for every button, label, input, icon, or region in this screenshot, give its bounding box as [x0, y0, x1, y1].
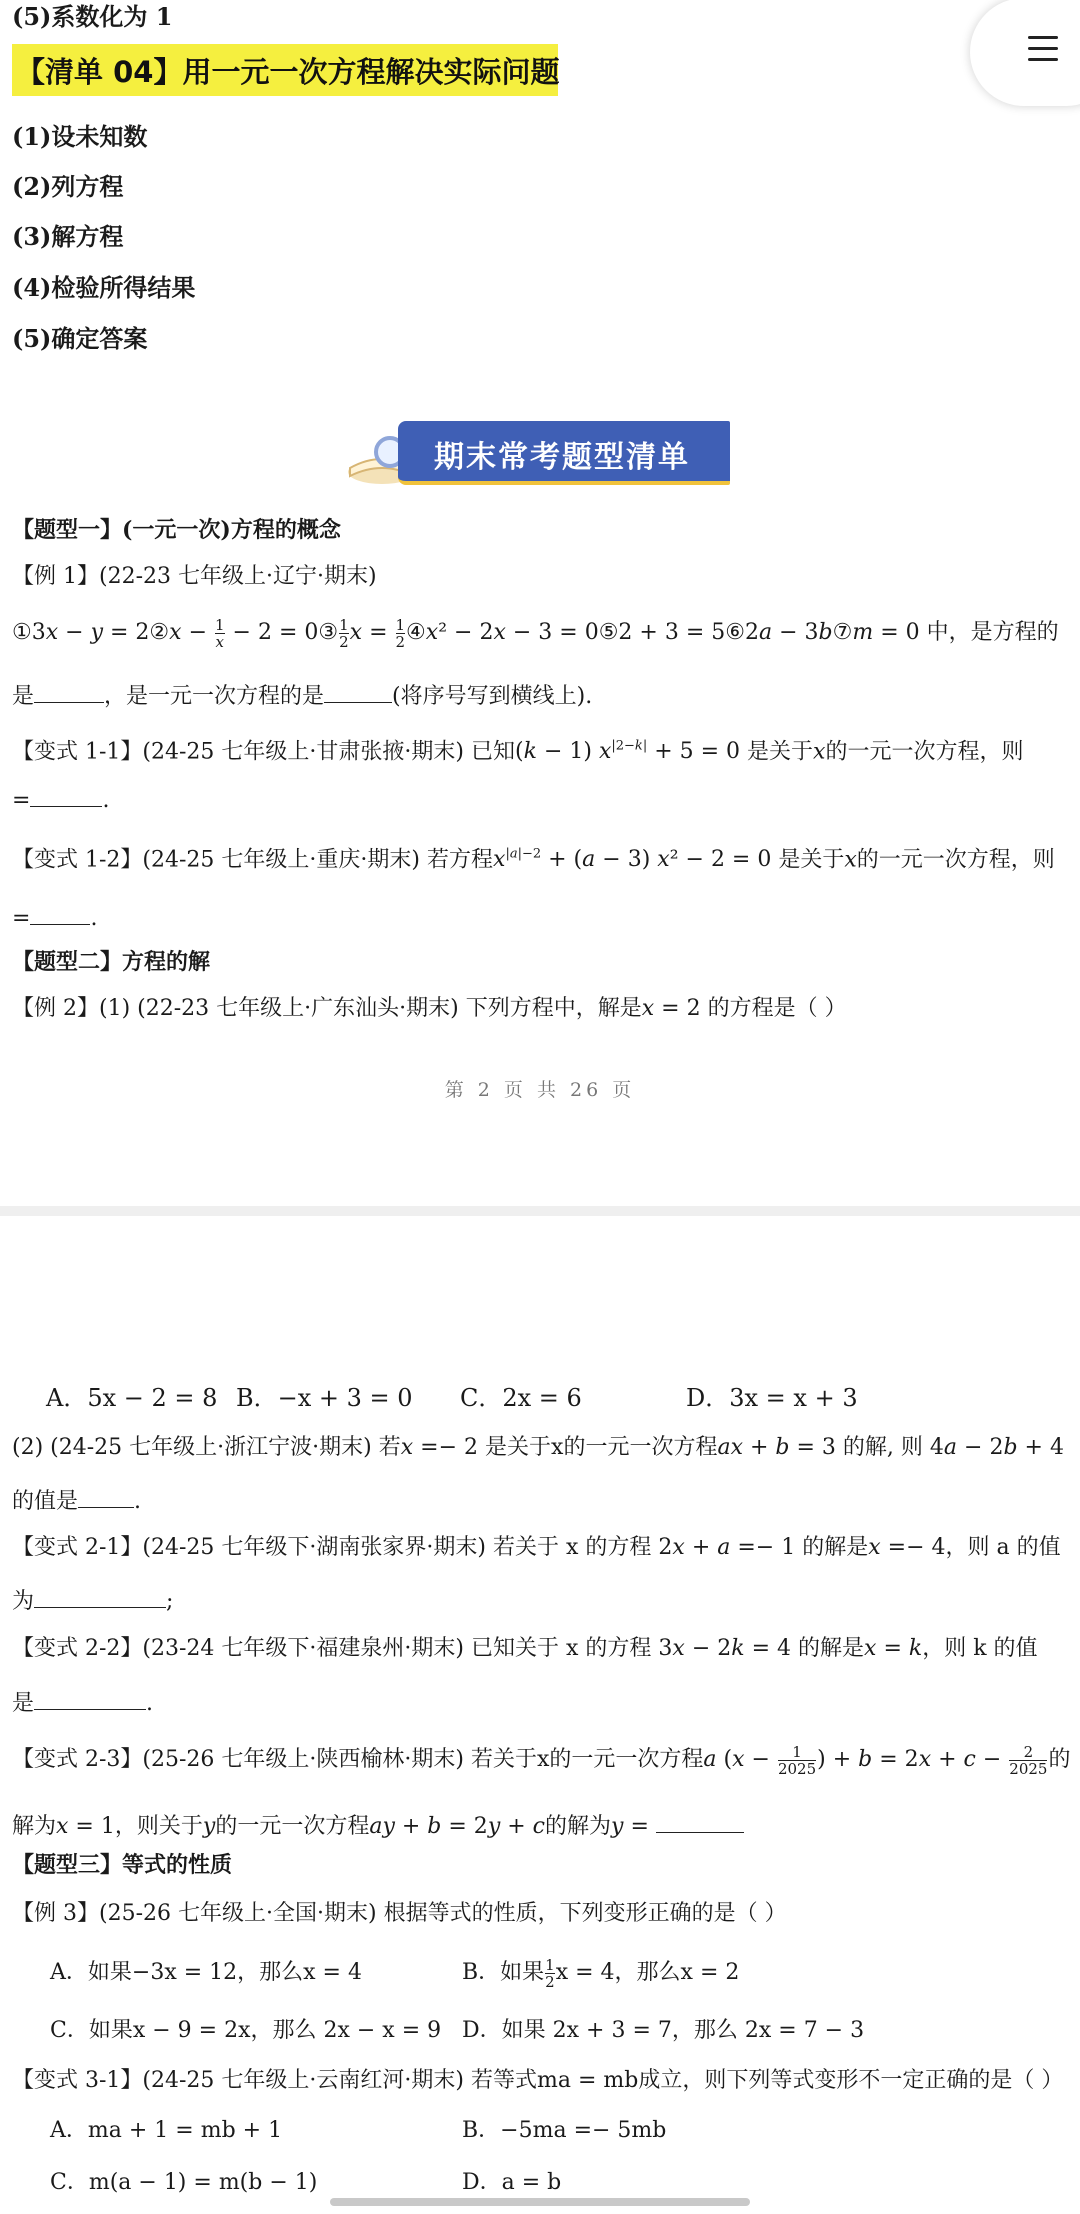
- variant-2-2-tail: ，则 k 的值: [922, 1636, 1038, 1661]
- variant-2-2-text: 已知关于 x 的方程: [471, 1636, 652, 1661]
- variant-2-1-line1: 【变式 2-1】(24-25 七年级下·湖南张家界·期末) 若关于 x 的方程 2x + a =− 1 的解是x =− 4，则 a 的值: [12, 1535, 1061, 1560]
- example-3-label: 【例 3】: [12, 1901, 99, 1926]
- variant-3-1-option-b[interactable]: B．−5ma =− 5mb: [462, 2118, 667, 2143]
- answer-blank[interactable]: [78, 1481, 134, 1508]
- part-2-line1: (2) (24-25 七年级上·浙江宁波·期末) 若x =− 2 是关于x的一元一次方程ax + b = 3 的解, 则 4a − 2b + 4: [12, 1435, 1064, 1460]
- variant-3-1-text: 若等式ma = mb成立，则下列等式变形不一定正确的是（ ）: [471, 2068, 1064, 2093]
- menu-button[interactable]: [970, 0, 1080, 106]
- coefficient-step: (5)系数化为 1: [12, 2, 173, 31]
- variant-1-1-line1: 【变式 1-1】(24-25 七年级上·甘肃张掖·期末) 已知(k − 1) $x^{|2-k|} + 5 = 0$ 是关于x的一元一次方程，则: [12, 739, 1024, 765]
- home-indicator[interactable]: [330, 2198, 750, 2206]
- variant-2-1-source: (24-25 七年级下·湖南张家界·期末): [142, 1535, 486, 1560]
- variant-2-2-line2: 是 .: [12, 1683, 153, 1721]
- banner-title: 期末常考题型清单: [434, 440, 690, 475]
- answer-blank[interactable]: [656, 1806, 744, 1833]
- answer-blank[interactable]: [34, 1683, 146, 1710]
- example-3-line1: [12, 1897, 787, 1931]
- example-1-line2a: 是: [12, 684, 35, 709]
- example-2-tail: 的方程是（ ）: [707, 996, 847, 1021]
- example-2-part: (1): [99, 996, 131, 1021]
- variant-3-1-label: 【变式 3-1】: [12, 2068, 143, 2093]
- variant-2-1-label: 【变式 2-1】: [12, 1535, 143, 1560]
- variant-1-1-label: 【变式 1-1】: [12, 739, 143, 765]
- answer-blank[interactable]: [34, 1581, 166, 1608]
- example-2-line1: 【例 2】(1) (22-23 七年级上·广东汕头·期末) 下列方程中，解是x = 2 的方程是（ ）: [12, 996, 847, 1021]
- example-1-source: (22-23 七年级上·辽宁·期末): [99, 564, 377, 589]
- variant-1-2-line2: = .: [12, 898, 97, 936]
- section-heading: 【清单 04】用一元一次方程解决实际问题: [16, 55, 560, 89]
- answer-blank[interactable]: [324, 676, 392, 703]
- variant-3-1-option-d[interactable]: D．a = b: [462, 2170, 562, 2195]
- variant-1-1-line2: = .: [12, 780, 109, 818]
- option-d[interactable]: D．3x = x + 3: [686, 1384, 858, 1412]
- part-2-source: (24-25 七年级上·浙江宁波·期末): [50, 1435, 372, 1460]
- variant-2-1-mid: 的解是: [802, 1535, 869, 1560]
- part-2-line2-text: 的值是: [12, 1489, 79, 1514]
- example-3-option-b[interactable]: B．如果 $\frac{1}{2}$ x = 4，那么x = 2: [462, 1955, 740, 1991]
- variant-2-2-source: (23-24 七年级下·福建泉州·期末): [142, 1636, 464, 1661]
- variant-1-2-pre: 若方程: [427, 847, 494, 873]
- step-1: (1)设未知数: [12, 122, 148, 151]
- step-3: (3)解方程: [12, 222, 124, 251]
- example-3-source: (25-26 七年级上·全国·期末): [99, 1901, 377, 1926]
- variant-1-2-eq-sign: =: [12, 906, 31, 931]
- example-1-line2c: (将序号写到横线上).: [392, 684, 593, 709]
- part-2-line2: 的值是 .: [12, 1481, 141, 1519]
- variant-2-1-line2: 为 ;: [12, 1581, 173, 1619]
- variant-2-2-line1: 【变式 2-2】(23-24 七年级下·福建泉州·期末) 已知关于 x 的方程 3x − 2k = 4 的解是x = k，则 k 的值: [12, 1636, 1038, 1661]
- example-3-option-b-post: x = 4，那么x = 2: [555, 1960, 740, 1985]
- type-2-title: 【题型二】方程的解: [12, 949, 211, 975]
- variant-2-2-line2-text: 是: [12, 1691, 35, 1716]
- type-3-title: 【题型三】等式的性质: [12, 1852, 233, 1878]
- page-divider: [0, 1206, 1080, 1216]
- variant-2-3-line2: 解为x = 1，则关于y的一元一次方程ay + b = 2y + c的解为y =: [12, 1806, 744, 1844]
- answer-blank[interactable]: [30, 780, 102, 807]
- example-3-option-b-pre: B．如果: [462, 1960, 545, 1985]
- variant-2-3-source: (25-26 七年级上·陕西榆林·期末): [142, 1747, 464, 1772]
- variant-2-3-line1: 【变式 2-3】(25-26 七年级上·陕西榆林·期末) 若关于x的一元一次方程a (x − $\frac{1}{2025}$ ) + b = 2x + c − $\frac{2}{2025}$ 的: [12, 1742, 1071, 1778]
- page-number: 第 2 页 共 26 页: [444, 1079, 636, 1101]
- variant-1-2-line1: 【变式 1-2】(24-25 七年级上·重庆·期末) 若方程$x^{|a|-2} + (a - 3) x^2 - 2 = 0$ 是关于x的一元一次方程，则: [12, 847, 1055, 873]
- variant-2-3-label: 【变式 2-3】: [12, 1747, 143, 1772]
- hamburger-menu-icon: [1028, 36, 1058, 62]
- example-1-line2: [12, 676, 592, 714]
- example-2-label: 【例 2】: [12, 996, 99, 1021]
- variant-1-2-tail: 的一元一次方程，则: [856, 847, 1055, 873]
- variant-3-1-line1: [12, 2064, 1063, 2098]
- variant-1-1-equation: (k − 1) $x^{|2-k|} + 5 = 0$: [515, 739, 748, 765]
- part-2-label: (2): [12, 1435, 44, 1460]
- part-2-text: 若: [378, 1435, 401, 1460]
- example-3-text: 根据等式的性质，下列变形正确的是（ ）: [383, 1901, 787, 1926]
- variant-1-2-mid: 是关于: [778, 847, 845, 873]
- step-5: (5)确定答案: [12, 324, 148, 353]
- example-2-text: 下列方程中，解是: [465, 996, 642, 1021]
- variant-2-2-mid: 的解是: [798, 1636, 865, 1661]
- variant-1-2-source: (24-25 七年级上·重庆·期末): [142, 847, 420, 873]
- example-1-tail: 中，是方程的: [926, 620, 1059, 645]
- variant-1-1-eq-sign: =: [12, 788, 31, 813]
- example-1-line2b: ，是一元一次方程的是: [104, 684, 325, 709]
- example-1-line1: [12, 616, 1059, 650]
- variant-3-1-source: (24-25 七年级上·云南红河·期末): [142, 2068, 464, 2093]
- option-a[interactable]: A．5x − 2 = 8: [46, 1384, 218, 1412]
- part-2-mid: 是关于x的一元一次方程: [485, 1435, 718, 1460]
- variant-2-3-tail: 的: [1048, 1747, 1071, 1772]
- step-2: (2)列方程: [12, 172, 124, 201]
- variant-1-2-equation: $x^{|a|-2} + (a - 3) x^2 - 2 = 0$: [493, 847, 779, 873]
- variant-1-1-source: (24-25 七年级上·甘肃张掖·期末): [142, 739, 464, 765]
- example-3-option-c[interactable]: C．如果x − 9 = 2x，那么 2x − x = 9: [50, 2018, 442, 2043]
- variant-2-1-text: 若关于 x 的方程: [493, 1535, 652, 1560]
- variant-2-1-tail: ，则 a 的值: [945, 1535, 1061, 1560]
- option-b[interactable]: B．−x + 3 = 0: [236, 1384, 413, 1412]
- answer-blank[interactable]: [30, 898, 90, 925]
- example-3-option-d[interactable]: D．如果 2x + 3 = 7，那么 2x = 7 − 3: [462, 2018, 865, 2043]
- part-2-tail: 的解, 则: [842, 1435, 923, 1460]
- option-c[interactable]: C．2x = 6: [460, 1384, 582, 1412]
- example-1-header: [12, 560, 377, 594]
- answer-blank[interactable]: [34, 676, 104, 703]
- example-3-option-a[interactable]: A．如果−3x = 12，那么x = 4: [50, 1960, 362, 1985]
- variant-3-1-option-c[interactable]: C．m(a − 1) = m(b − 1): [50, 2170, 318, 2195]
- variant-2-3-line2a: 解为: [12, 1814, 57, 1839]
- variant-1-2-label: 【变式 1-2】: [12, 847, 143, 873]
- type-1-title: 【题型一】(一元一次)方程的概念: [12, 517, 341, 543]
- example-2-source: (22-23 七年级上·广东汕头·期末): [137, 996, 459, 1021]
- variant-2-3-line2b: ，则关于: [114, 1814, 203, 1839]
- example-1-equations: ①3x − y = 2②x − $\frac{1}{x}$ − 2 = 0③ $\frac{1}{2}$ x = $\frac{1}{2}$ ④x² − 2x − 3 = 0⑤2 + 3 = 5⑥2a − 3b⑦m = 0: [12, 615, 927, 651]
- variant-1-1-mid: 是关于: [747, 739, 814, 765]
- variant-3-1-option-a[interactable]: A．ma + 1 = mb + 1: [50, 2118, 283, 2143]
- variant-2-2-label: 【变式 2-2】: [12, 1636, 143, 1661]
- variant-1-1-tail: 的一元一次方程，则: [825, 739, 1024, 765]
- variant-2-3-line2c: 的一元一次方程: [215, 1814, 370, 1839]
- variant-2-1-line2-text: 为: [12, 1589, 35, 1614]
- variant-2-3-text: 若关于x的一元一次方程: [471, 1747, 704, 1772]
- variant-1-1-pre: 已知: [471, 739, 516, 765]
- step-4: (4)检验所得结果: [12, 273, 196, 302]
- example-1-label: 【例 1】: [12, 564, 99, 589]
- variant-2-3-line2d: 的解为: [545, 1814, 612, 1839]
